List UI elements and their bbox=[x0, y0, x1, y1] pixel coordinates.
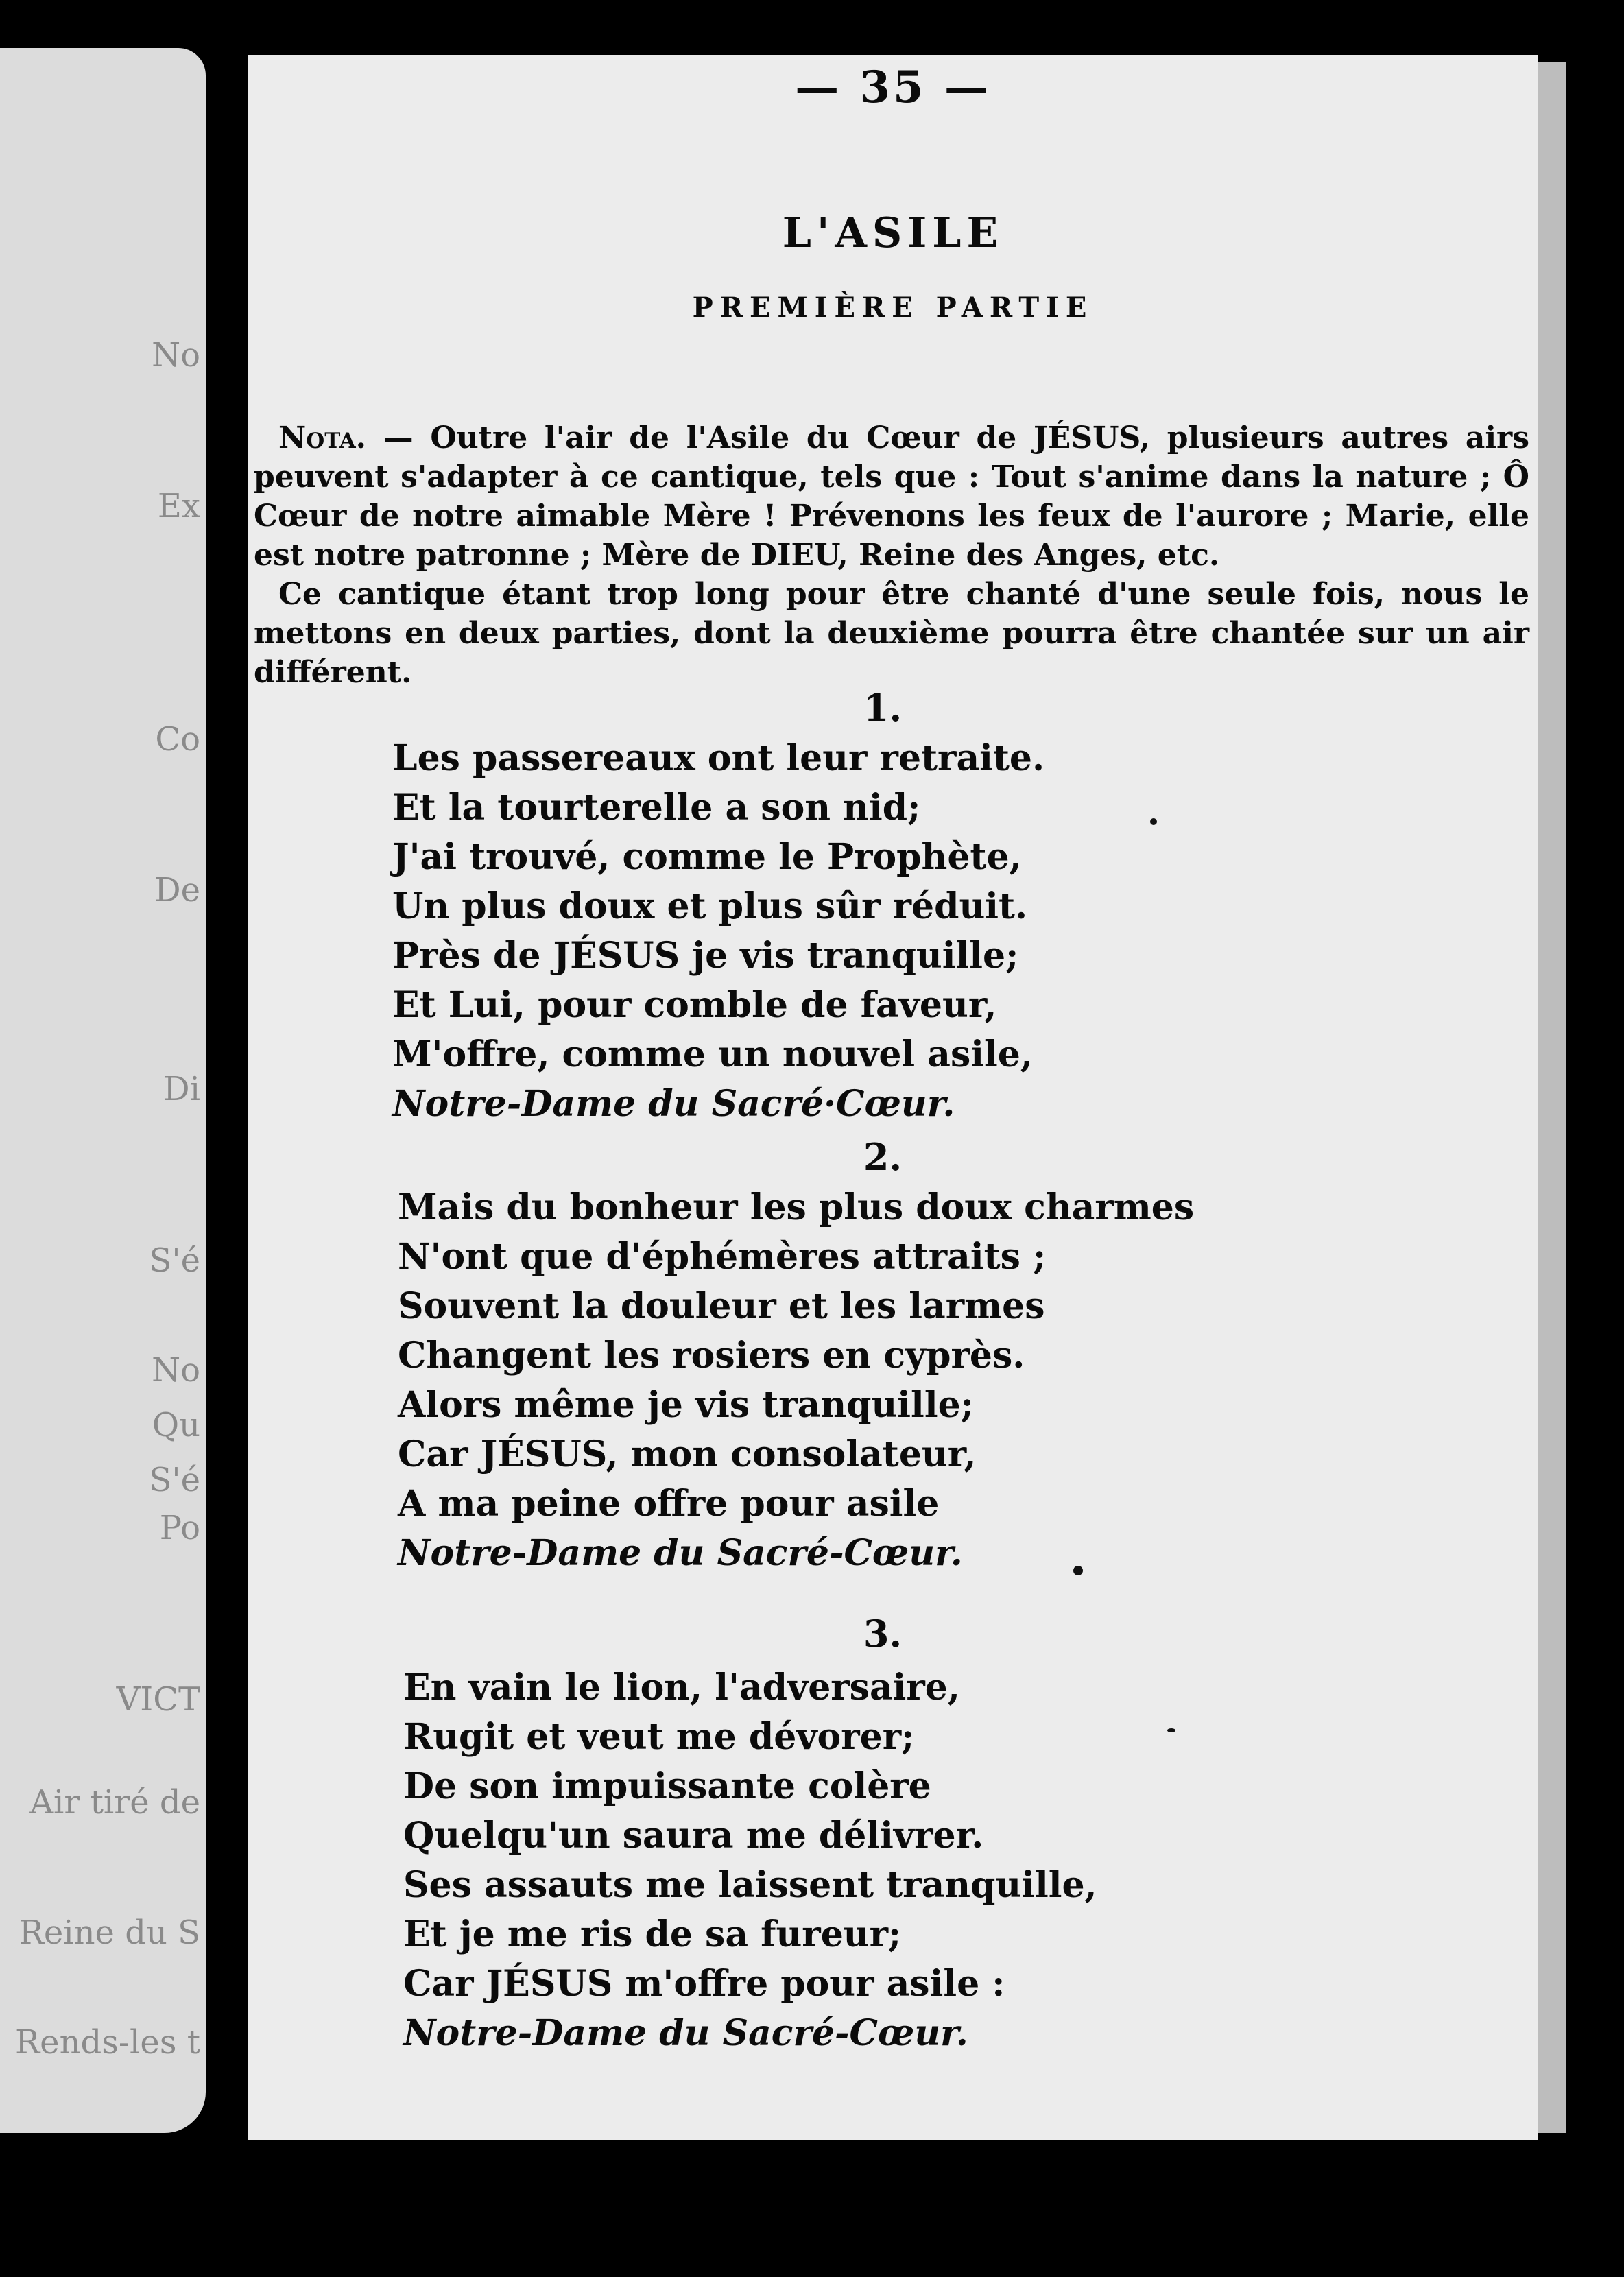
left-fragment: Ex bbox=[157, 487, 200, 525]
stanza-number: 1. bbox=[863, 686, 903, 730]
book-page bbox=[248, 55, 1538, 2140]
refrain-line: Notre-Dame du Sacré-Cœur. bbox=[403, 2012, 968, 2054]
left-fragment: Air tiré de bbox=[29, 1783, 200, 1822]
ink-speck bbox=[1167, 1728, 1175, 1732]
ink-speck bbox=[1073, 1566, 1083, 1575]
nota-label: Nota. bbox=[278, 420, 366, 455]
page-number: — 35 — bbox=[795, 62, 991, 113]
left-fragment: Reine du S bbox=[19, 1914, 200, 1952]
verse-line: Et la tourterelle a son nid; bbox=[392, 787, 921, 828]
left-fragment: De bbox=[154, 871, 200, 909]
verse-line: Rugit et veut me dévorer; bbox=[403, 1716, 915, 1758]
verse-line: Souvent la douleur et les larmes bbox=[398, 1285, 1045, 1327]
verse-line: Et je me ris de sa fureur; bbox=[403, 1914, 902, 1955]
verse-line: M'offre, comme un nouvel asile, bbox=[392, 1034, 1033, 1075]
verse-line: J'ai trouvé, comme le Prophète, bbox=[392, 836, 1022, 878]
refrain-line: Notre-Dame du Sacré-Cœur. bbox=[398, 1532, 963, 1574]
left-fragment: Rends-les t bbox=[15, 2023, 200, 2062]
stanza-number: 2. bbox=[863, 1135, 903, 1179]
nota-paragraph bbox=[254, 418, 1529, 692]
left-fragment: Di bbox=[163, 1070, 200, 1108]
nota-body: — Outre l'air de l'Asile du Cœur de JÉSUS, plusieurs autres airs peuvent s'adapter à ce cantique, tels que : Tout s'anime dans la nature ; Ô Cœur de notre aimable Mère ! Prévenons les feux de l'aurore ; Marie, elle est notre patronne ; Mère de DIEU, Reine des Anges, etc. bbox=[254, 420, 1529, 573]
nota-text-2: Ce cantique étant trop long pour être chanté d'une seule fois, nous le mettons en deux parties, dont la deuxième pourra être chantée sur un air différent. bbox=[254, 577, 1529, 690]
verse-line: N'ont que d'éphémères attraits ; bbox=[398, 1236, 1047, 1278]
hymn-title: L'ASILE bbox=[782, 209, 1004, 257]
refrain-line: Notre-Dame du Sacré·Cœur. bbox=[392, 1083, 955, 1125]
verse-line: En vain le lion, l'adversaire, bbox=[403, 1667, 960, 1708]
ink-speck bbox=[1150, 818, 1157, 825]
stanza-number: 3. bbox=[863, 1612, 903, 1656]
verse-line: Et Lui, pour comble de faveur, bbox=[392, 984, 997, 1026]
left-fragment: Po bbox=[159, 1509, 200, 1547]
left-fragment: Qu bbox=[152, 1406, 200, 1444]
stanza-3 bbox=[403, 1663, 1097, 2058]
hymn-subtitle: PREMIÈRE PARTIE bbox=[692, 291, 1094, 324]
verse-line: Car JÉSUS m'offre pour asile : bbox=[403, 1963, 1005, 2005]
left-fragment: No bbox=[152, 336, 200, 374]
verse-line: Car JÉSUS, mon consolateur, bbox=[398, 1433, 977, 1475]
left-fragment: No bbox=[152, 1351, 200, 1390]
left-fragment: S'é bbox=[149, 1461, 200, 1499]
nota-text bbox=[254, 418, 1529, 575]
stanza-2 bbox=[398, 1183, 1194, 1578]
verse-line: Ses assauts me laissent tranquille, bbox=[403, 1864, 1097, 1906]
verse-line: Un plus doux et plus sûr réduit. bbox=[392, 885, 1028, 927]
verse-line: Près de JÉSUS je vis tranquille; bbox=[392, 935, 1019, 977]
left-page-fragment bbox=[0, 48, 206, 2133]
verse-line: Changent les rosiers en cyprès. bbox=[398, 1335, 1025, 1376]
left-fragment: VICT bbox=[116, 1680, 200, 1719]
stanza-1 bbox=[392, 734, 1044, 1129]
verse-line: Alors même je vis tranquille; bbox=[398, 1384, 974, 1426]
verse-line: A ma peine offre pour asile bbox=[398, 1483, 940, 1525]
verse-line: De son impuissante colère bbox=[403, 1765, 931, 1807]
verse-line: Mais du bonheur les plus doux charmes bbox=[398, 1187, 1195, 1228]
verse-line: Quelqu'un saura me délivrer. bbox=[403, 1815, 984, 1857]
left-fragment: Co bbox=[155, 720, 200, 759]
verse-line: Les passereaux ont leur retraite. bbox=[392, 737, 1045, 779]
left-fragment: S'é bbox=[149, 1241, 200, 1280]
